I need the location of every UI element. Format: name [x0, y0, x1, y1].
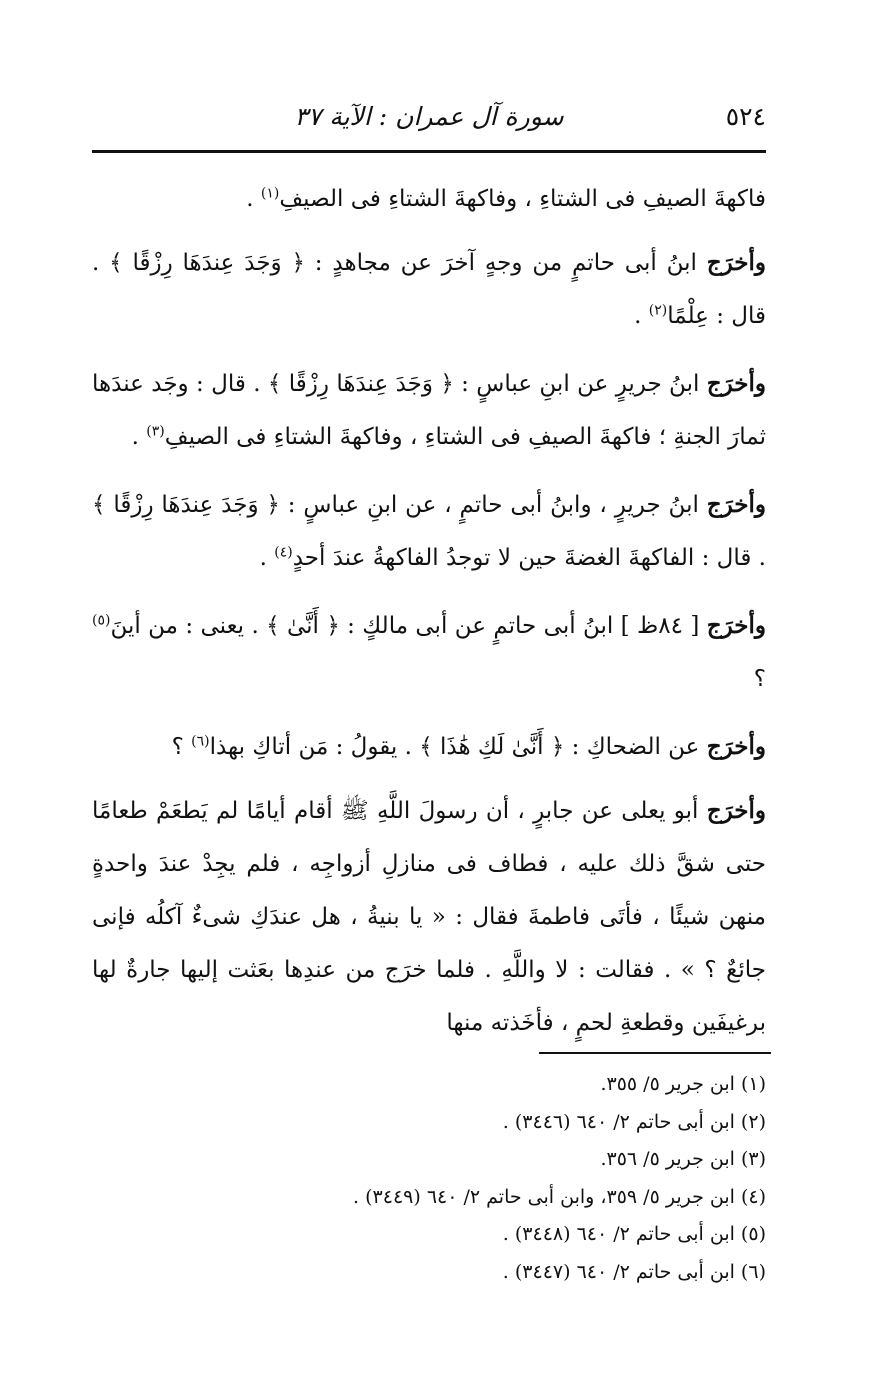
footnote-rule: [539, 1052, 771, 1054]
footnote-6: (٦) ابن أبى حاتم ٢/ ٦٤٠ (٣٤٤٧) .: [502, 1260, 766, 1283]
paragraph-text: أبو يعلى عن جابرٍ ، أن رسولَ اللَّهِ ﷺ أقام أيامًا لم يَطعَمْ طعامًا حتى شقَّ ذلك عليه ، فطاف فى منازلِ أزواجِه ، فلم يجِدْ عندَ واحدةٍ منهن شيئًا ، فأتَى فاطمةَ فقال : « يا بنيةُ ، هل عندَكِ شىءٌ آكلُه فإنى جائعٌ ؟ » . فقالت : لا واللَّهِ . فلما خرَج من عندِها بعَثت إليها جارةٌ لها برغيفَين وقطعةِ لحمٍ ، فأخَذته منها: [92, 798, 766, 1036]
paragraph-text: ابنُ أبى حاتمٍ من وجهٍ آخرَ عن مجاهدٍ : ﴿ وَجَدَ عِندَهَا رِزْقًا ﴾ . قال : عِلْمًا: [92, 250, 766, 329]
page-header: [92, 98, 766, 142]
paragraph-lead: وأخرَج: [706, 249, 766, 276]
paragraph-4: [92, 478, 766, 585]
footnote-ref: (٤): [274, 544, 293, 561]
footnote-4: (٤) ابن جرير ٥/ ٣٥٩، وابن أبى حاتم ٢/ ٦٤٠ (٣٤٤٩) .: [353, 1185, 766, 1208]
paragraph-7: [92, 784, 766, 1050]
paragraph-lead: وأخرَج: [706, 370, 766, 397]
paragraph-3: [92, 357, 766, 464]
paragraph-text: [ ٨٤ظ ] ابنُ أبى حاتمٍ عن أبى مالكٍ : ﴿ أَنَّىٰ ﴾ . يعنى : من أينَ: [110, 613, 707, 639]
paragraph-text: عن الضحاكِ : ﴿ أَنَّىٰ لَكِ هَٰذَا ﴾ . يقولُ : مَن أتاكِ بهذا: [209, 734, 707, 760]
paragraph-tail: ؟: [753, 666, 766, 692]
footnote-3: (٣) ابن جرير ٥/ ٣٥٦.: [600, 1148, 766, 1170]
paragraph-1: [92, 172, 766, 226]
paragraph-text: ابنُ جريرٍ عن ابنِ عباسٍ : ﴿ وَجَدَ عِندَهَا رِزْقًا ﴾ . قال : وجَد عندَها ثمارَ الجنةِ ؛ فاكهةَ الصيفِ فى الشتاءِ ، وفاكهةَ الشتاءِ فى الصيفِ: [92, 371, 766, 450]
paragraph-tail: .: [634, 303, 649, 329]
main-text: [92, 172, 766, 1064]
paragraph-lead: وأخرَج: [706, 491, 766, 518]
running-title: سورة آل عمران : الآية ٣٧: [294, 102, 564, 131]
footnote-ref: (٣): [146, 423, 165, 440]
paragraph-tail: ؟: [171, 734, 192, 760]
footnote-ref: (٥): [92, 612, 111, 629]
paragraph-lead: وأخرَج: [706, 797, 766, 824]
header-rule: [92, 150, 766, 153]
paragraph-2: [92, 236, 766, 343]
paragraph-tail: .: [246, 186, 261, 212]
footnotes: [92, 1066, 766, 1291]
footnote-ref: (٦): [191, 733, 210, 750]
footnote-ref: (٢): [648, 302, 668, 319]
footnote-5: (٥) ابن أبى حاتم ٢/ ٦٤٠ (٣٤٤٨) .: [502, 1223, 766, 1245]
paragraph-text: فاكهةَ الصيفِ فى الشتاءِ ، وفاكهةَ الشتاءِ فى الصيفِ: [279, 186, 766, 212]
paragraph-tail: .: [259, 545, 275, 571]
paragraph-text: ابنُ جريرٍ ، وابنُ أبى حاتمٍ ، عن ابنِ عباسٍ : ﴿ وَجَدَ عِندَهَا رِزْقًا ﴾ . قال : الفاكهةَ الغضةَ حين لا توجدُ الفاكهةُ عندَ أحدٍ: [92, 492, 766, 571]
footnote-2: (٢) ابن أبى حاتم ٢/ ٦٤٠ (٣٤٤٦) .: [502, 1110, 766, 1133]
paragraph-6: [92, 720, 766, 774]
paragraph-lead: وأخرَج: [706, 612, 766, 639]
paragraph-tail: .: [131, 424, 147, 450]
paragraph-5: [92, 599, 766, 706]
page-number: ٥٢٤: [725, 102, 766, 131]
footnote-1: (١) ابن جرير ٥/ ٣٥٥.: [600, 1073, 766, 1095]
footnote-ref: (١): [260, 185, 280, 202]
paragraph-lead: وأخرَج: [706, 733, 766, 760]
